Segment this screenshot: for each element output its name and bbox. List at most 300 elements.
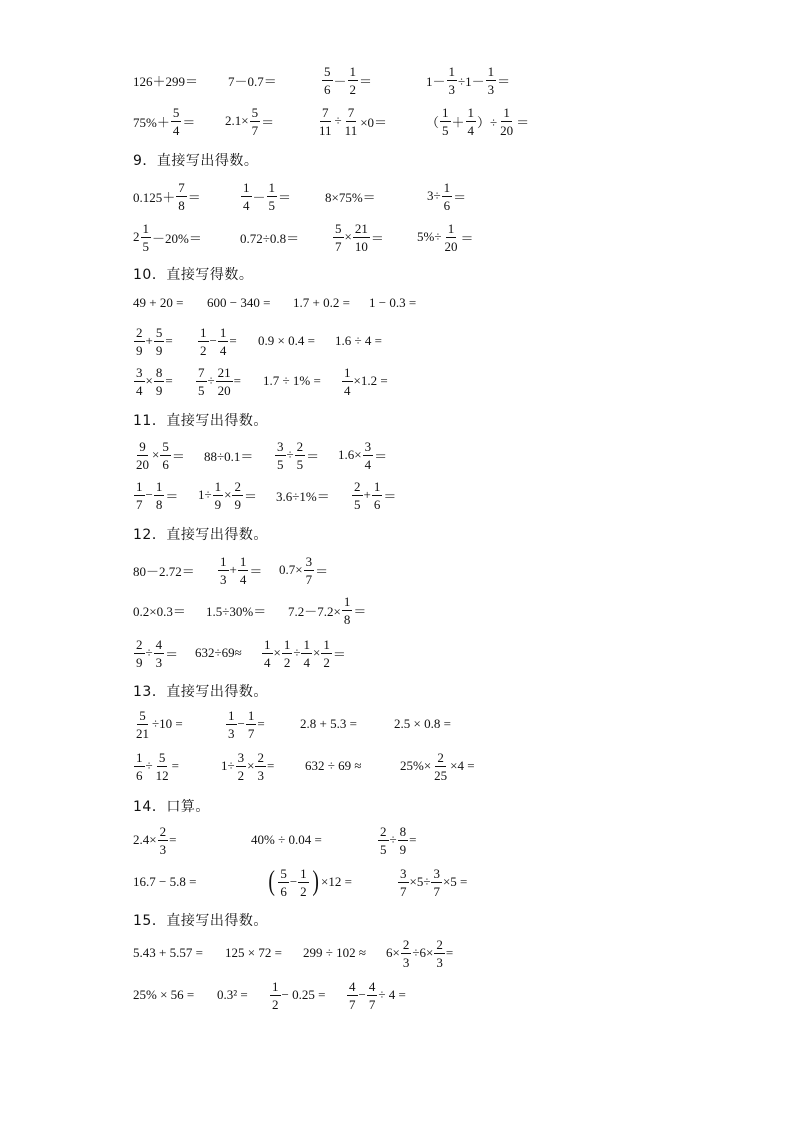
math-expression <box>263 359 321 403</box>
numerator: 5 <box>162 438 169 454</box>
denominator: 6 <box>162 456 169 472</box>
expression-text: 632÷69≈ <box>195 645 242 660</box>
numerator: 5 <box>335 220 342 236</box>
expression-text: （ <box>426 114 440 130</box>
math-expression <box>269 973 325 1017</box>
math-expression <box>217 548 262 592</box>
math-expression <box>386 931 453 975</box>
expression-text: = <box>233 373 241 388</box>
expression-text: 49 + 20 = <box>133 295 184 310</box>
fraction <box>141 222 152 253</box>
numerator: 1 <box>155 478 163 494</box>
math-expression <box>251 818 322 862</box>
math-expression <box>346 973 406 1017</box>
fraction <box>267 181 278 212</box>
numerator: 5 <box>155 324 163 340</box>
fraction <box>134 480 145 511</box>
expression-text: －20%＝ <box>152 230 202 246</box>
expression-text: 2.4× <box>133 832 157 847</box>
expression-text: ×5÷ <box>409 874 431 889</box>
denominator: 5 <box>296 456 304 472</box>
denominator: 4 <box>219 342 227 358</box>
expression-text: 80－2.72＝ <box>133 563 195 579</box>
expression-text: = <box>229 333 237 348</box>
expression-text: ＝ <box>374 448 388 464</box>
fraction <box>134 440 151 471</box>
fraction <box>262 638 273 669</box>
math-expression <box>338 433 387 477</box>
expression-text: ＝ <box>165 646 179 662</box>
expression-text: 0.7× <box>279 562 303 577</box>
expression-text: ＝ <box>165 488 179 504</box>
denominator: 2 <box>272 996 279 1012</box>
math-expression <box>332 215 384 259</box>
numerator: 1 <box>239 553 247 569</box>
expression-text: − <box>289 874 298 889</box>
math-expression <box>266 860 352 904</box>
expression-text: ÷ <box>145 645 153 660</box>
fraction <box>278 867 289 898</box>
expression-text: ×4 = <box>450 758 475 773</box>
numerator: 21 <box>354 220 368 236</box>
math-expression <box>316 99 387 143</box>
numerator: 3 <box>277 438 284 454</box>
denominator: 2 <box>200 342 207 358</box>
fraction <box>398 825 409 856</box>
fraction <box>295 440 306 471</box>
fraction <box>134 326 145 357</box>
expression-text: 1.7 ÷ 1% = <box>263 373 321 388</box>
expression-text: 1.6× <box>338 447 362 462</box>
math-expression <box>133 473 178 517</box>
denominator: 2 <box>237 767 245 783</box>
expression-text: 1.5÷30%＝ <box>206 603 267 619</box>
math-expression <box>303 931 366 975</box>
math-expression <box>240 215 299 259</box>
denominator: 9 <box>155 342 163 358</box>
expression-text: × <box>344 229 352 244</box>
math-expression <box>133 99 195 143</box>
fraction <box>154 326 165 357</box>
question-heading-10: 10．直接写得数。 <box>133 267 254 283</box>
math-expression <box>258 319 315 363</box>
question-heading-15: 15．直接写出得数。 <box>133 913 268 929</box>
numerator: 3 <box>400 865 407 881</box>
fraction <box>442 181 453 212</box>
numerator: 1 <box>200 324 207 340</box>
expression-text: ＋ <box>451 114 465 130</box>
expression-text: + <box>145 333 153 348</box>
math-expression <box>261 631 346 675</box>
fraction <box>241 181 252 212</box>
numerator: 8 <box>155 364 163 380</box>
math-expression <box>133 818 176 862</box>
fraction <box>176 181 187 212</box>
expression-text: 88÷0.1＝ <box>204 448 254 464</box>
expression-text: × <box>312 645 321 660</box>
numerator: 1 <box>136 749 143 765</box>
math-expression <box>335 319 382 363</box>
denominator: 20 <box>444 238 458 254</box>
denominator: 20 <box>500 122 514 138</box>
fraction <box>442 222 459 253</box>
expression-text: － <box>333 73 347 89</box>
expression-text: 5.43 + 5.57 = <box>133 945 203 960</box>
expression-text: 25% × 56 = <box>133 987 195 1002</box>
numerator: 5 <box>280 865 287 881</box>
expression-text: ＝ <box>370 230 384 246</box>
fraction <box>431 867 442 898</box>
math-expression <box>133 860 196 904</box>
numerator: 1 <box>344 364 351 380</box>
math-expression <box>228 58 277 102</box>
denominator: 7 <box>433 883 440 899</box>
numerator: 9 <box>139 438 146 454</box>
fraction <box>432 751 449 782</box>
expression-text: = <box>171 758 179 773</box>
denominator: 4 <box>344 382 351 398</box>
fraction <box>270 980 281 1011</box>
expression-text: 2.5 × 0.8 = <box>394 716 451 731</box>
expression-text: − 0.25 = <box>281 987 326 1002</box>
fraction <box>154 366 165 397</box>
denominator: 6 <box>324 81 331 97</box>
numerator: 1 <box>503 104 510 120</box>
expression-text: + <box>363 487 371 502</box>
math-expression <box>377 818 416 862</box>
numerator: 2 <box>159 823 167 839</box>
expression-text: ÷ 4 = <box>378 987 406 1002</box>
denominator: 8 <box>178 197 185 213</box>
fraction <box>154 751 171 782</box>
fraction <box>275 440 286 471</box>
denominator: 3 <box>220 571 227 587</box>
denominator: 7 <box>251 122 259 138</box>
numerator: 8 <box>399 823 407 839</box>
expression-text: ＝ <box>383 488 397 504</box>
denominator: 4 <box>239 571 247 587</box>
numerator: 1 <box>300 865 307 881</box>
math-expression <box>300 702 357 746</box>
numerator: 1 <box>272 978 279 994</box>
fraction <box>232 480 243 511</box>
fraction <box>343 106 360 137</box>
numerator: 3 <box>237 749 245 765</box>
expression-text: 1 − 0.3 = <box>369 295 417 310</box>
denominator: 25 <box>434 767 448 783</box>
expression-text: = <box>169 832 177 847</box>
math-expression <box>225 99 274 143</box>
expression-text: = <box>257 716 265 731</box>
expression-text: ＝ <box>187 189 201 205</box>
fraction <box>352 480 363 511</box>
denominator: 5 <box>277 456 284 472</box>
fraction <box>236 751 247 782</box>
math-expression <box>195 631 242 675</box>
fraction <box>198 326 209 357</box>
denominator: 9 <box>399 841 407 857</box>
denominator: 6 <box>280 883 287 899</box>
fraction <box>401 938 412 969</box>
math-expression <box>197 319 237 363</box>
expression-text: ）÷ <box>477 114 498 130</box>
denominator: 7 <box>400 883 407 899</box>
expression-text: 2.1× <box>225 113 249 128</box>
expression-text: = <box>445 945 454 960</box>
expression-text: × <box>145 373 153 388</box>
numerator: 2 <box>380 823 387 839</box>
math-expression <box>133 319 173 363</box>
denominator: 5 <box>198 382 205 398</box>
fraction <box>322 65 333 96</box>
expression-text: = <box>165 373 173 388</box>
expression-text: = <box>409 832 417 847</box>
math-expression <box>204 433 253 477</box>
numerator: 2 <box>234 478 241 494</box>
math-expression <box>133 931 203 975</box>
denominator: 4 <box>172 122 180 138</box>
fraction <box>434 938 445 969</box>
fraction <box>171 106 182 137</box>
expression-text: ÷ <box>145 758 153 773</box>
math-expression <box>274 433 319 477</box>
math-expression <box>321 58 372 102</box>
fraction <box>134 751 145 782</box>
fraction <box>282 638 293 669</box>
expression-text: ＝ <box>182 114 196 130</box>
question-heading-14: 14．口算。 <box>133 799 210 815</box>
expression-text: 0.125＋ <box>133 189 176 205</box>
expression-text: 0.3² = <box>217 987 248 1002</box>
numerator: 1 <box>487 63 495 79</box>
numerator: 3 <box>364 438 372 454</box>
math-expression <box>133 433 185 477</box>
question-heading-9: 9．直接写出得数。 <box>133 153 259 169</box>
expression-text: ÷ <box>286 447 294 462</box>
math-expression <box>225 931 282 975</box>
fraction <box>398 867 409 898</box>
numerator: 3 <box>136 364 143 380</box>
expression-text: = <box>165 333 173 348</box>
fraction <box>486 65 497 96</box>
fraction <box>372 480 383 511</box>
math-expression <box>305 744 362 788</box>
numerator: 2 <box>354 478 361 494</box>
numerator: 3 <box>433 865 440 881</box>
numerator: 2 <box>257 749 264 765</box>
expression-text: 16.7 − 5.8 = <box>133 874 197 889</box>
expression-text: 5%÷ <box>417 229 442 244</box>
math-expression <box>279 548 328 592</box>
denominator: 7 <box>335 238 342 254</box>
fraction <box>333 222 344 253</box>
fraction <box>353 222 370 253</box>
fraction <box>298 867 309 898</box>
expression-text: 7.2－7.2× <box>288 603 341 619</box>
denominator: 4 <box>243 197 250 213</box>
denominator: 20 <box>136 456 149 472</box>
numerator: 1 <box>283 636 291 652</box>
math-expression <box>394 702 451 746</box>
math-expression <box>400 744 475 788</box>
expression-text: ×5 = <box>442 874 468 889</box>
expression-text: − <box>237 716 245 731</box>
expression-text: 25%× <box>400 758 432 773</box>
fraction <box>347 980 358 1011</box>
numerator: 4 <box>155 636 163 652</box>
numerator: 1 <box>220 553 227 569</box>
expression-text: ＝ <box>171 448 185 464</box>
numerator: 21 <box>217 364 231 380</box>
expression-text: ÷ <box>207 373 215 388</box>
numerator: 7 <box>198 364 205 380</box>
fraction <box>134 638 145 669</box>
math-expression <box>276 473 330 517</box>
expression-text: ＝ <box>353 603 367 619</box>
denominator: 11 <box>344 122 358 138</box>
denominator: 4 <box>136 382 143 398</box>
expression-text: ＝ <box>359 73 373 89</box>
denominator: 10 <box>354 238 368 254</box>
parenthesis: ( <box>268 866 275 897</box>
expression-text: ×12 = <box>321 874 352 889</box>
expression-text: 3÷ <box>427 188 441 203</box>
denominator: 4 <box>467 122 475 138</box>
math-expression <box>417 215 473 259</box>
fraction <box>246 709 257 740</box>
numerator: 2 <box>136 636 143 652</box>
numerator: 1 <box>343 593 351 609</box>
expression-text: 1.7 + 0.2 = <box>293 295 350 310</box>
fraction <box>440 106 451 137</box>
math-expression <box>133 215 202 259</box>
expression-text: ÷ <box>389 832 397 847</box>
math-expression <box>426 58 510 102</box>
fraction <box>301 638 312 669</box>
expression-text: − <box>209 333 217 348</box>
denominator: 21 <box>136 725 149 741</box>
numerator: 5 <box>172 104 180 120</box>
numerator: 2 <box>437 749 444 765</box>
expression-text: ＝ <box>497 73 511 89</box>
denominator: 4 <box>364 456 372 472</box>
fraction <box>213 480 224 511</box>
numerator: 1 <box>136 478 143 494</box>
numerator: 1 <box>219 324 227 340</box>
fraction <box>348 65 359 96</box>
math-expression <box>427 174 466 218</box>
math-expression <box>288 588 366 632</box>
denominator: 7 <box>349 996 356 1012</box>
denominator: 2 <box>300 883 307 899</box>
fraction <box>154 638 165 669</box>
fraction <box>196 366 207 397</box>
denominator: 8 <box>343 611 351 627</box>
denominator: 7 <box>247 725 255 741</box>
expression-text: 299 ÷ 102 ≈ <box>303 945 367 960</box>
math-expression <box>217 973 248 1017</box>
math-expression <box>133 973 194 1017</box>
denominator: 11 <box>319 122 332 138</box>
denominator: 9 <box>155 382 163 398</box>
fraction <box>367 980 378 1011</box>
fraction <box>255 751 266 782</box>
denominator: 2 <box>349 81 357 97</box>
expression-text: ＝ <box>306 448 320 464</box>
denominator: 5 <box>354 496 361 512</box>
fraction <box>321 638 332 669</box>
numerator: 1 <box>247 707 255 723</box>
expression-text: ＝ <box>460 230 474 246</box>
fraction <box>216 366 233 397</box>
expression-text: ×0＝ <box>360 114 388 130</box>
numerator: 5 <box>158 749 166 765</box>
math-expression <box>206 588 266 632</box>
fraction <box>134 366 145 397</box>
denominator: 9 <box>214 496 222 512</box>
numerator: 1 <box>303 636 310 652</box>
numerator: 4 <box>368 978 376 994</box>
math-expression <box>198 473 257 517</box>
fraction <box>218 326 229 357</box>
denominator: 3 <box>159 841 167 857</box>
expression-text: ＝ <box>243 488 257 504</box>
expression-text: 40% ÷ 0.04 = <box>251 832 322 847</box>
denominator: 5 <box>142 238 149 254</box>
numerator: 1 <box>268 179 276 195</box>
numerator: 1 <box>349 63 357 79</box>
numerator: 7 <box>178 179 185 195</box>
denominator: 3 <box>487 81 495 97</box>
fraction <box>342 595 353 626</box>
parenthesis: ) <box>312 866 319 897</box>
denominator: 6 <box>373 496 381 512</box>
expression-text: × <box>152 447 160 462</box>
expression-text: − <box>145 487 153 502</box>
expression-text: 126＋299＝ <box>133 73 199 89</box>
denominator: 3 <box>436 954 443 970</box>
denominator: 2 <box>323 654 330 670</box>
math-expression <box>325 174 376 218</box>
expression-text: ÷6× <box>412 945 434 960</box>
numerator: 1 <box>373 478 381 494</box>
fraction <box>363 440 374 471</box>
math-expression <box>351 473 396 517</box>
numerator: 1 <box>243 179 250 195</box>
math-expression <box>426 99 529 143</box>
expression-text: ×1.2 = <box>353 373 388 388</box>
question-heading-11: 11．直接写出得数。 <box>133 413 268 429</box>
expression-text: ＝ <box>278 189 292 205</box>
math-expression <box>133 744 179 788</box>
math-expression <box>240 174 291 218</box>
expression-text: 1.6 ÷ 4 = <box>335 333 382 348</box>
numerator: 5 <box>251 104 259 120</box>
expression-text: 1÷ <box>198 487 212 502</box>
denominator: 3 <box>155 654 163 670</box>
numerator: 1 <box>448 63 456 79</box>
math-expression <box>133 631 178 675</box>
numerator: 3 <box>305 553 313 569</box>
fraction <box>154 480 165 511</box>
denominator: 6 <box>136 767 143 783</box>
expression-text: 632 ÷ 69 ≈ <box>305 758 362 773</box>
fraction <box>378 825 389 856</box>
fraction <box>342 366 353 397</box>
expression-text: 0.2×0.3＝ <box>133 603 186 619</box>
numerator: 1 <box>214 478 222 494</box>
expression-text: 125 × 72 = <box>225 945 282 960</box>
